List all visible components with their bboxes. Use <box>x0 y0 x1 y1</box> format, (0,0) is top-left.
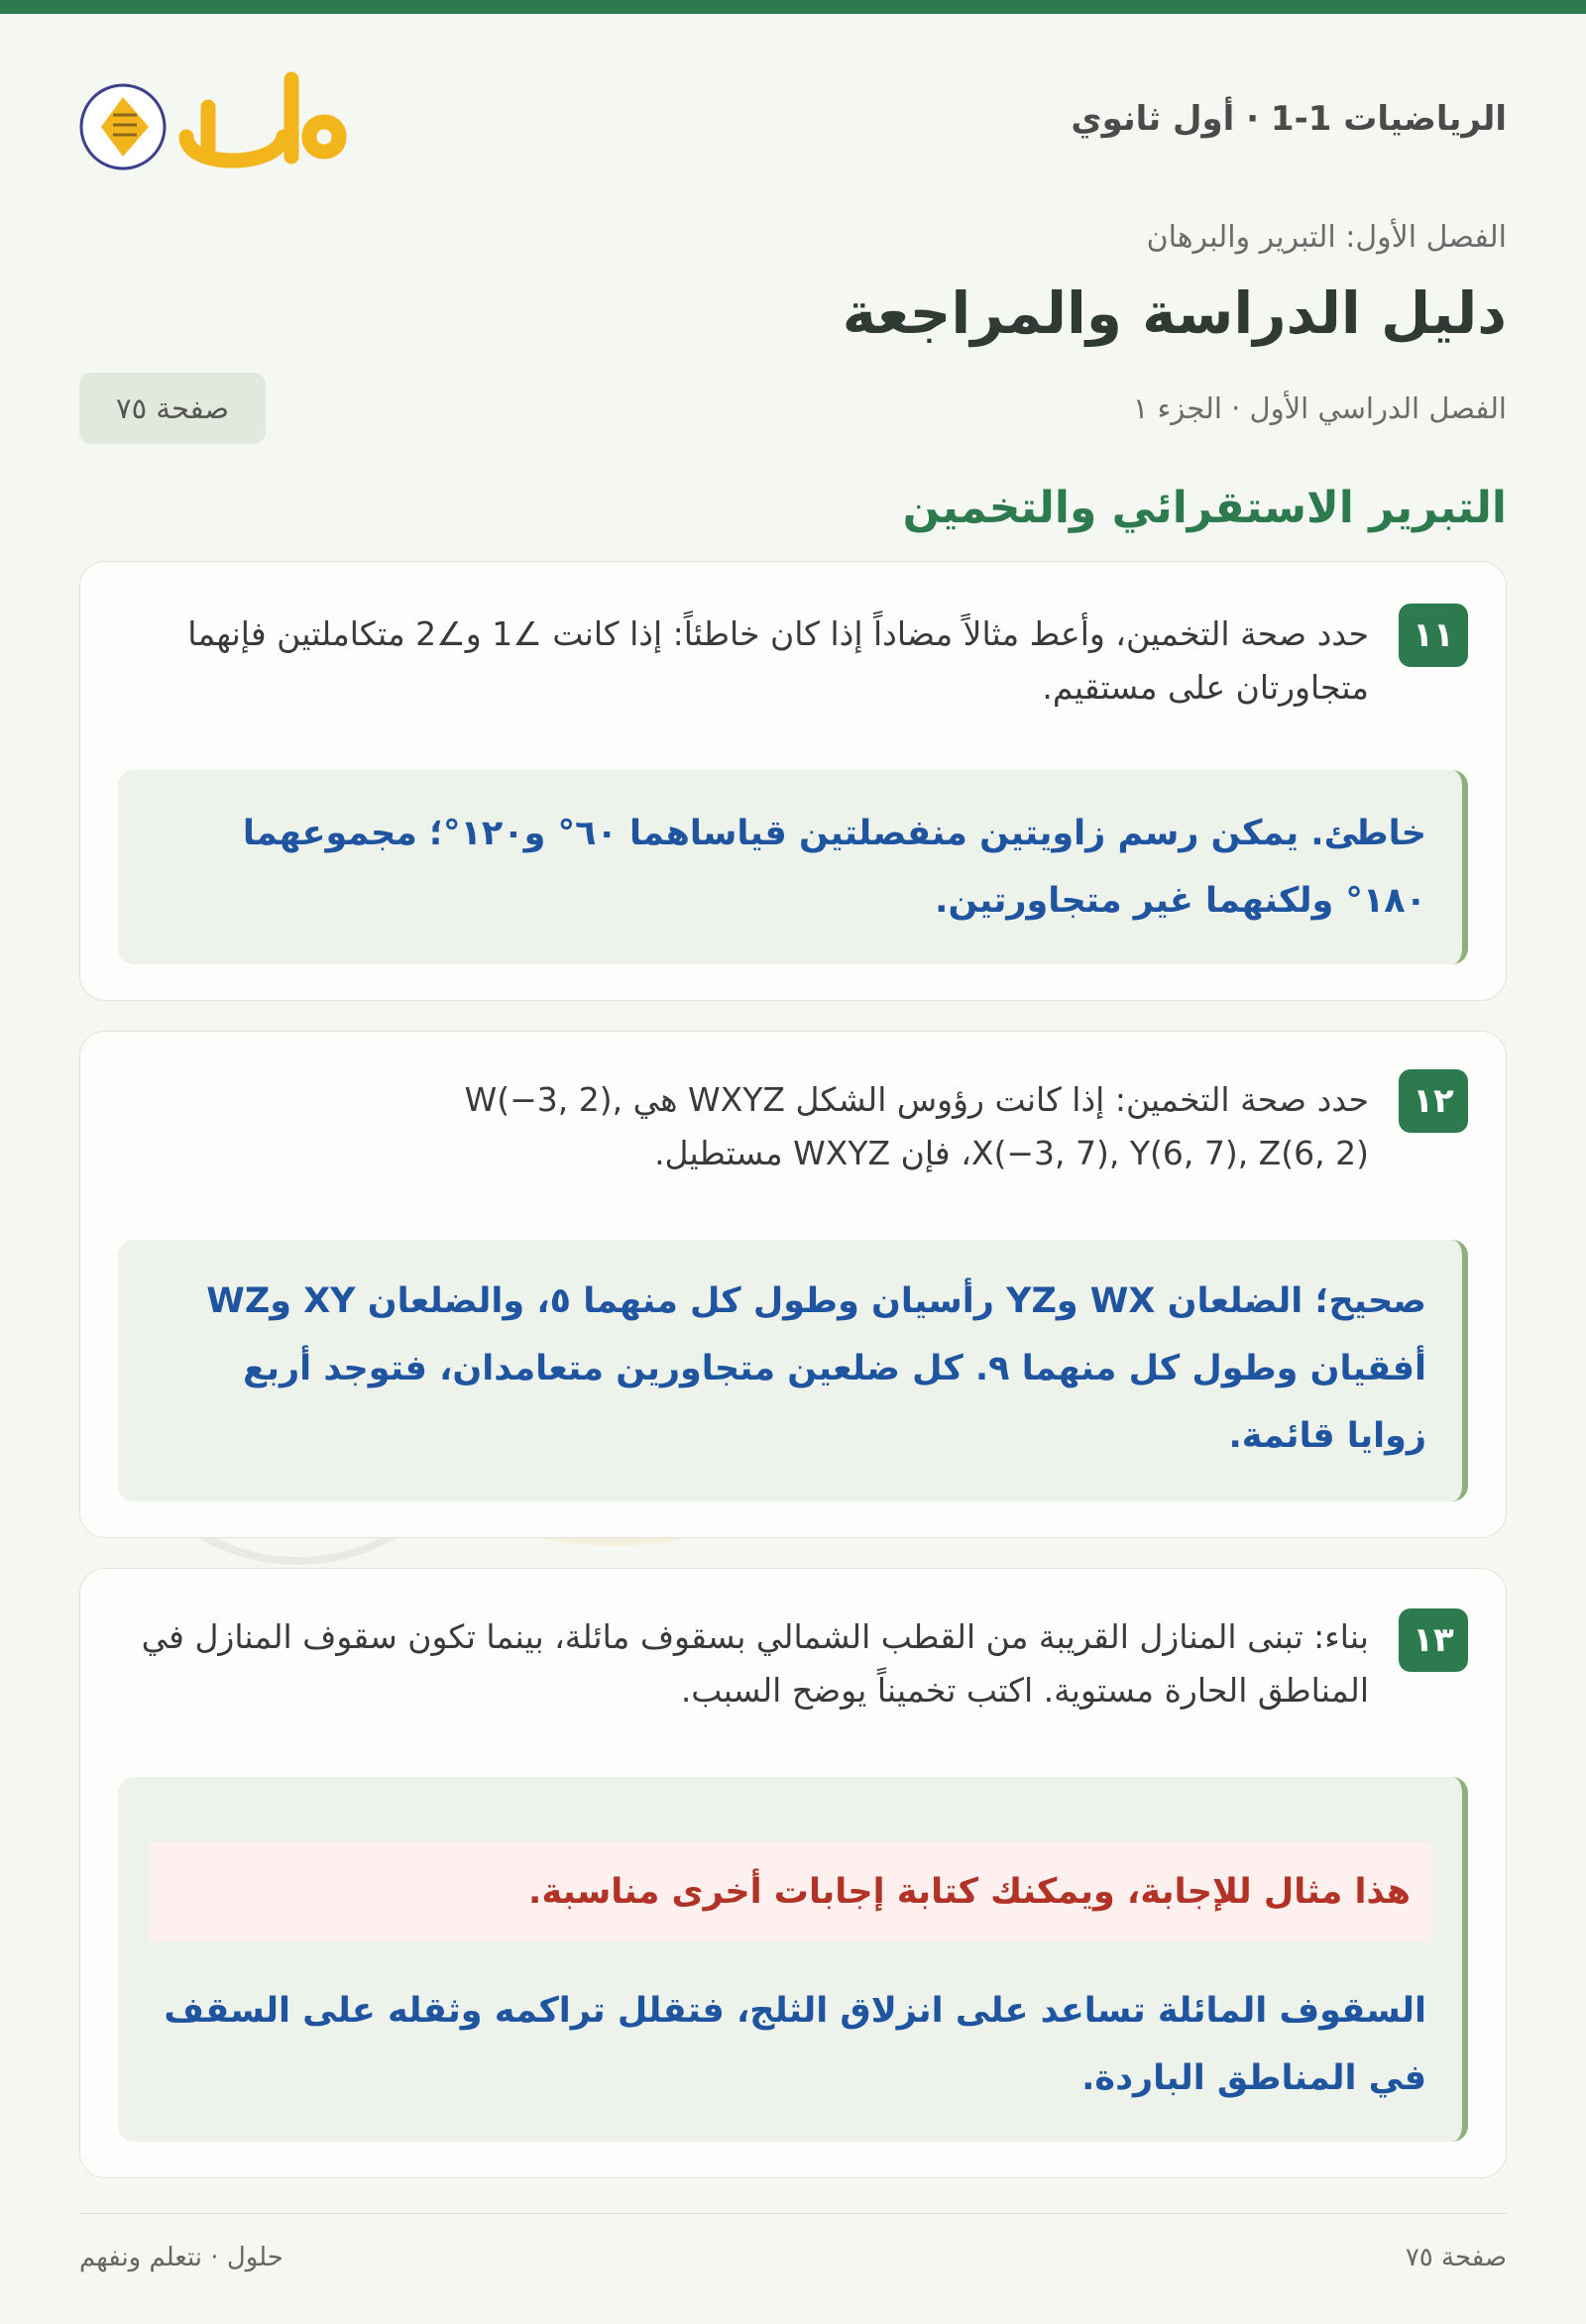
chapter-label: الفصل الأول: التبرير والبرهان <box>1146 220 1507 255</box>
answer-box <box>118 770 1468 964</box>
answer-text: خاطئ. يمكن رسم زاويتين منفصلتين قياساهما ٦٠° و١٢٠°؛ مجموعهما ١٨٠° ولكنهما غير متجاورتين. <box>242 814 1426 921</box>
page-title: دليل الدراسة والمراجعة <box>842 279 1507 347</box>
top-accent-bar <box>0 0 1586 14</box>
term-label: الفصل الدراسي الأول · الجزء ١ <box>1132 391 1507 425</box>
app-logo[interactable] <box>79 69 357 178</box>
header <box>79 69 1507 168</box>
answer-box <box>118 1240 1468 1501</box>
footer-brand: حلول · نتعلم ونفهم <box>79 2243 283 2272</box>
question-text: حدد صحة التخمين، وأعط مثالاً مضاداً إذا كان خاطئاً: إذا كانت ∠1 و∠2 متكاملتين فإنهما متجاورتان على مستقيم. <box>187 614 1369 707</box>
question-text: بناء: تبنى المنازل القريبة من القطب الشمالي بسقوف مائلة، بينما تكون سقوف المنازل في المناطق الحارة مستوية. اكتب تخميناً يوضح السبب. <box>141 1617 1369 1710</box>
answer-text: صحيح؛ الضلعان WX وYZ رأسيان وطول كل منهما ٥، والضلعان XY وWZ أفقيان وطول كل منهما ٩. كل ضلعين متجاورين متعامدان، فتوجد أربع زوايا قائمة. <box>206 1281 1426 1456</box>
answer-text: السقوف المائلة تساعد على انزلاق الثلج، فتقلل تراكمه وثقله على السقف في المناطق الباردة. <box>164 1991 1426 2098</box>
footer-divider <box>79 2213 1507 2214</box>
sample-answer-note: هذا مثال للإجابة، ويمكنك كتابة إجابات أخرى مناسبة. <box>150 1842 1430 1941</box>
subject-label: الرياضيات 1-1 · أول ثانوي <box>1071 99 1507 139</box>
question-number: ١٣ <box>1399 1608 1468 1672</box>
answer-box <box>118 1777 1468 2142</box>
question-text: حدد صحة التخمين: إذا كانت رؤوس الشكل WXYZ هي W(−3, 2), X(−3, 7), Y(6, 7), Z(6, 2)، فإن WXYZ مستطيل. <box>464 1080 1369 1172</box>
question-card-13 <box>79 1568 1507 2178</box>
page-number-badge: صفحة ٧٥ <box>79 373 266 444</box>
question-card-12 <box>79 1031 1507 1538</box>
question-number: ١١ <box>1399 604 1468 667</box>
footer-page-number: صفحة ٧٥ <box>1405 2243 1507 2272</box>
section-title: التبرير الاستقرائي والتخمين <box>902 483 1507 533</box>
logo-mark-icon <box>79 69 357 178</box>
question-number: ١٢ <box>1399 1069 1468 1133</box>
question-card-11 <box>79 561 1507 1001</box>
